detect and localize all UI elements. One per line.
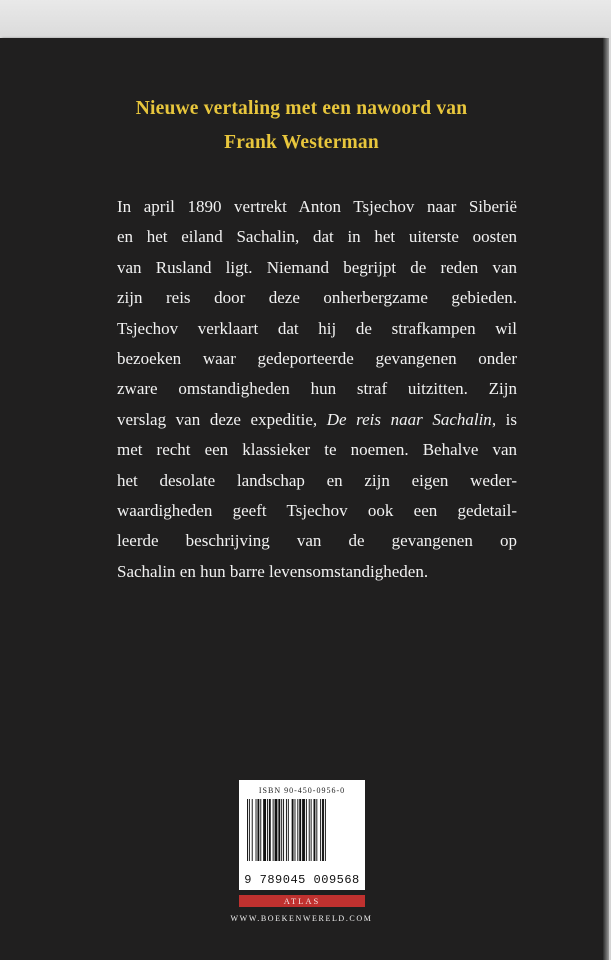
blurb-line: bezoeken waar gedeporteerde gevangenen onder — [117, 349, 517, 369]
isbn-number: ISBN 90-450-0956-0 — [258, 786, 346, 795]
tagline-line-1: Nieuwe vertaling met een nawoord van — [135, 98, 468, 119]
book-page-edge — [603, 38, 609, 960]
blurb-line: zijn reis door deze onherbergzame gebieden. — [117, 288, 517, 308]
blurb-line: met recht een klassieker te noemen. Behalve van — [117, 440, 517, 460]
ean-number: 9 789045 009568 — [244, 873, 360, 887]
blurb-text — [117, 192, 517, 587]
blurb-line: het desolate landschap en zijn eigen weder- — [117, 470, 517, 490]
blurb-text-segment: , is — [491, 409, 517, 429]
blurb-line: leerde beschrijving van de gevangenen op — [117, 531, 517, 551]
tagline-line-2: Frank Westerman — [224, 132, 379, 153]
blurb-line: Tsjechov verklaart dat hij de strafkampen wil — [117, 318, 517, 338]
publisher-website: WWW.BOEKENWERELD.COM — [230, 914, 373, 923]
blurb-line: In april 1890 vertrekt Anton Tsjechov naar Siberië — [117, 197, 517, 216]
barcode-icon — [247, 799, 357, 861]
blurb-line: zware omstandigheden hun straf uitzitten. Zijn — [117, 379, 517, 399]
blurb-text-segment: verslag van deze expeditie, — [117, 409, 327, 429]
blurb-line: waardigheden geeft Tsjechov ook een gedetail- — [117, 501, 517, 521]
barcode-label — [239, 780, 365, 890]
blurb-line: Sachalin en hun barre levensomstandigheden. — [117, 561, 429, 581]
blurb-line: en het eiland Sachalin, dat in het uiterste oosten — [117, 227, 517, 247]
blurb-line: van Rusland ligt. Niemand begrijpt de reden van — [117, 257, 517, 277]
publisher-logo: ATLAS — [239, 895, 365, 907]
book-back-cover — [0, 38, 603, 960]
blurb-line-with-title — [117, 405, 517, 435]
book-title-italic: De reis naar Sachalin — [326, 409, 492, 429]
